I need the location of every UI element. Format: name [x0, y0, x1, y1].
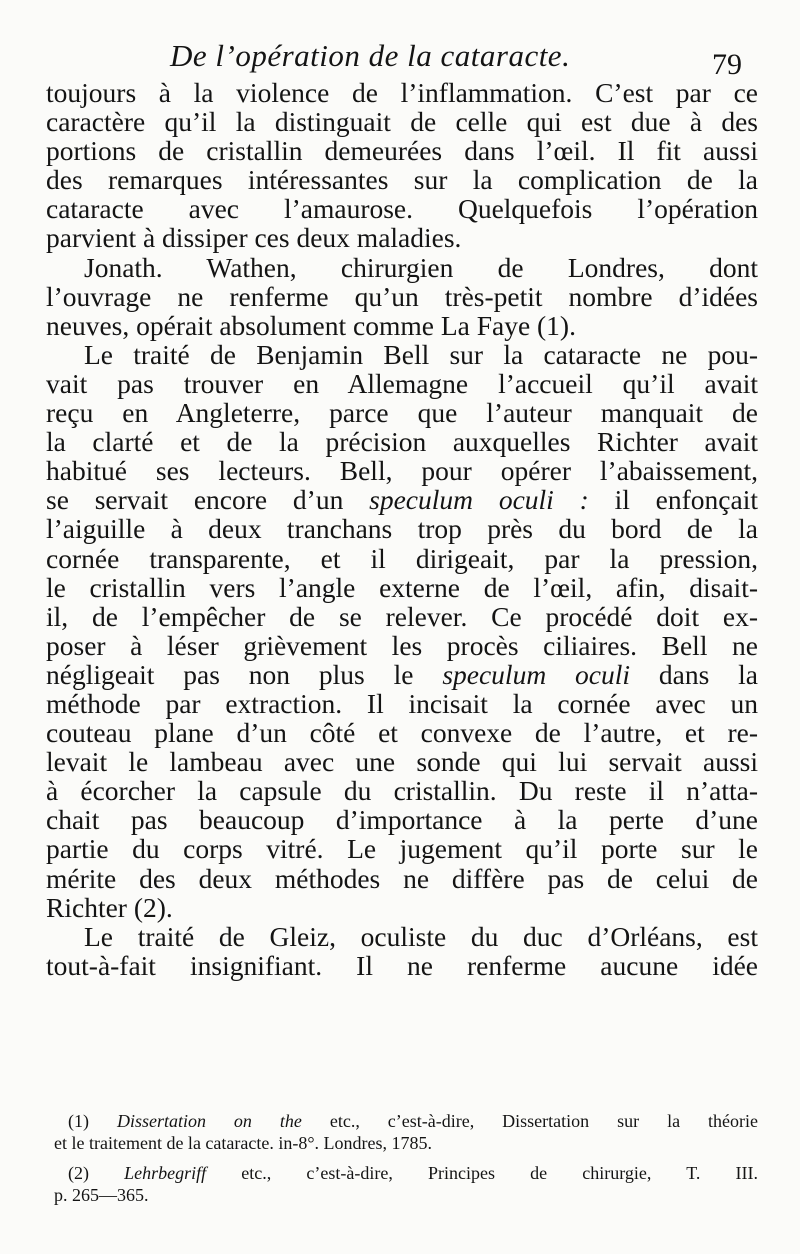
footnote-line	[54, 1110, 758, 1132]
footnote-2	[54, 1162, 758, 1206]
footnote-1	[54, 1110, 758, 1154]
text-run: il enfonçait	[588, 484, 758, 516]
text-run: se servait encore d’un	[46, 484, 370, 516]
text-line	[46, 660, 758, 689]
text-line: l’ouvrage ne renferme qu’un très-petit nombre d’idées	[46, 280, 758, 312]
text-run: négligeait pas non plus le	[46, 658, 443, 690]
text-line: portions de cristallin demeurées dans l’œil. Il fit aussi	[46, 135, 758, 167]
text-line: Le traité de Benjamin Bell sur la cataracte ne pou-	[84, 338, 758, 370]
text-line: tout-à-fait insignifiant. Il ne renferme aucune idée	[46, 949, 758, 981]
text-line: le cristallin vers l’angle externe de l’œil, afin, disait-	[46, 571, 758, 603]
text-run: dans la	[630, 658, 758, 690]
text-line: des remarques intéressantes sur la complication de la	[46, 164, 758, 196]
text-line: la clarté et de la précision auxquelles Richter avait	[46, 426, 758, 458]
text-line: levait le lambeau avec une sonde qui lui servait aussi	[46, 746, 758, 778]
text-line: partie du corps vitré. Le jugement qu’il porte sur le	[46, 833, 758, 865]
text-line: à écorcher la capsule du cristallin. Du reste il n’atta-	[46, 775, 758, 807]
text-line: cataracte avec l’amaurose. Quelquefois l’opération	[46, 193, 758, 225]
footnote-marker: (1)	[68, 1111, 117, 1131]
italic-title: Lehrbegriff	[124, 1163, 207, 1183]
text-line: mérite des deux méthodes ne diffère pas de celui de	[46, 862, 758, 894]
text-line: couteau plane d’un côté et convexe de l’autre, et re-	[46, 717, 758, 749]
text-line: caractère qu’il la distinguait de celle qui est due à des	[46, 106, 758, 138]
text-line: cornée transparente, et il dirigeait, par la pression,	[46, 542, 758, 574]
text-line: neuves, opérait absolument comme La Faye (1).	[46, 309, 576, 341]
text-line: méthode par extraction. Il incisait la cornée avec un	[46, 687, 758, 719]
text-line: toujours à la violence de l’inflammation. C’est par ce	[46, 77, 758, 108]
italic-term: speculum oculi :	[369, 484, 589, 516]
text-line: reçu en Angleterre, parce que l’auteur manquait de	[46, 397, 758, 429]
page-header	[0, 38, 800, 81]
footnote-line	[54, 1162, 758, 1184]
text-line: Richter (2).	[46, 891, 173, 923]
text-run: etc., c’est-à-dire, Dissertation sur la théorie	[301, 1111, 758, 1131]
footnote-marker: (2)	[68, 1163, 125, 1183]
footnotes	[54, 1110, 758, 1206]
text-line: poser à léser grièvement les procès ciliaires. Bell ne	[46, 629, 758, 661]
italic-title: Dissertation on the	[116, 1111, 302, 1131]
text-run: etc., c’est-à-dire, Principes de chirurgie, T. III.	[206, 1163, 758, 1183]
italic-term: speculum oculi	[442, 658, 631, 690]
text-line	[46, 485, 758, 514]
page-number: 79	[712, 48, 742, 81]
text-line: chait pas beaucoup d’importance à la perte d’une	[46, 804, 758, 836]
text-line: Le traité de Gleiz, oculiste du duc d’Orléans, est	[84, 920, 758, 952]
text-line: Jonath. Wathen, chirurgien de Londres, dont	[84, 251, 758, 283]
footnote-line: p. 265—365.	[54, 1185, 149, 1205]
body-text	[46, 78, 758, 980]
text-line: habitué ses lecteurs. Bell, pour opérer l’abaissement,	[46, 455, 758, 487]
text-line: l’aiguille à deux tranchans trop près du bord de la	[46, 513, 758, 545]
running-title: De l’opération de la cataracte.	[170, 38, 571, 73]
footnote-line: et le traitement de la cataracte. in-8°. Londres, 1785.	[54, 1133, 433, 1153]
text-line: vait pas trouver en Allemagne l’accueil qu’il avait	[46, 367, 758, 399]
text-line: parvient à dissiper ces deux maladies.	[46, 222, 462, 254]
text-line: il, de l’empêcher de se relever. Ce procédé doit ex-	[46, 600, 758, 632]
